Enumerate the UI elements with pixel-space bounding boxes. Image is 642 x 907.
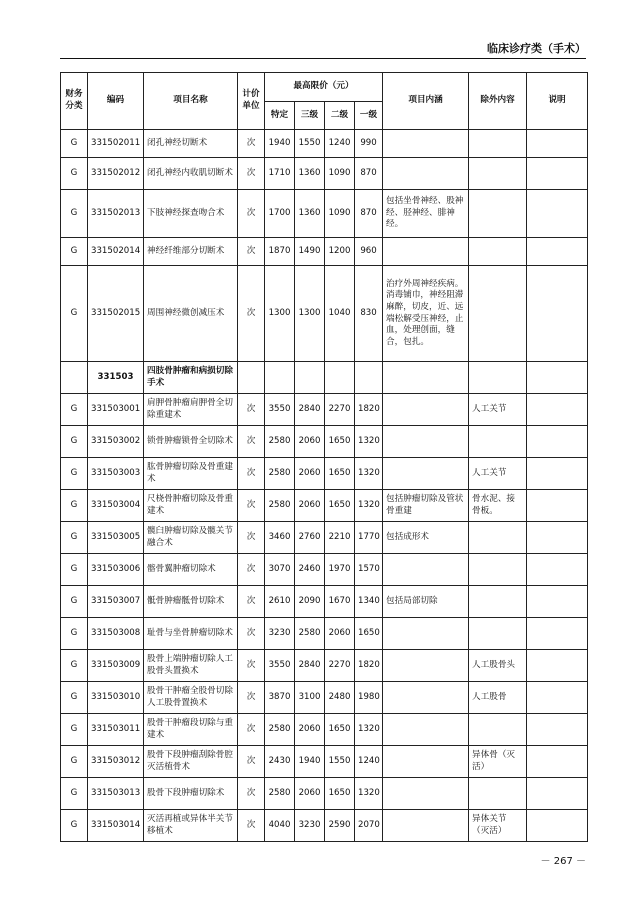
cell-price-special: 1700	[265, 190, 295, 238]
cell-price-level3: 3100	[295, 682, 325, 714]
cell-price-level3: 1300	[295, 266, 325, 362]
cell-code: 331503012	[88, 746, 144, 778]
cell-notes	[527, 130, 588, 158]
header-level3: 三级	[295, 102, 325, 130]
cell-price-special: 2580	[265, 714, 295, 746]
table-row	[61, 714, 588, 746]
table-row	[61, 554, 588, 586]
cell-content: 包括局部切除	[383, 586, 469, 618]
cell-price-special: 2610	[265, 586, 295, 618]
cell-name: 股骨上端肿瘤切除人工股骨头置换术	[144, 650, 238, 682]
cell-price-level3: 2060	[295, 490, 325, 522]
cell-category: G	[61, 426, 88, 458]
cell-content	[383, 714, 469, 746]
cell-price-level3: 2760	[295, 522, 325, 554]
page-number: － 267 －	[540, 856, 586, 867]
cell-name: 闭孔神经切断术	[144, 130, 238, 158]
cell-price-special: 2580	[265, 426, 295, 458]
cell-content	[383, 778, 469, 810]
header-special: 特定	[265, 102, 295, 130]
cell-price-special: 1710	[265, 158, 295, 190]
cell-price-level1: 1650	[355, 618, 383, 650]
cell-notes	[527, 266, 588, 362]
table-row	[61, 190, 588, 238]
cell-price-special: 2580	[265, 490, 295, 522]
cell-unit: 次	[238, 190, 265, 238]
cell-price-level1	[355, 362, 383, 394]
cell-price-level2: 1090	[325, 190, 355, 238]
cell-price-level3: 2840	[295, 650, 325, 682]
cell-notes	[527, 458, 588, 490]
cell-price-level3: 1360	[295, 190, 325, 238]
table-row	[61, 650, 588, 682]
header-excluded: 除外内容	[469, 73, 527, 130]
cell-content	[383, 362, 469, 394]
cell-excluded	[469, 238, 527, 266]
cell-price-level2: 1200	[325, 238, 355, 266]
table-row	[61, 158, 588, 190]
cell-price-level2: 1650	[325, 490, 355, 522]
cell-notes	[527, 682, 588, 714]
cell-excluded	[469, 362, 527, 394]
header-unit: 计价单位	[238, 73, 265, 130]
cell-excluded: 人工股骨头	[469, 650, 527, 682]
cell-price-special: 3460	[265, 522, 295, 554]
cell-price-level2: 1090	[325, 158, 355, 190]
cell-notes	[527, 554, 588, 586]
cell-excluded: 异体关节（灭活）	[469, 810, 527, 842]
cell-notes	[527, 778, 588, 810]
header-content: 项目内涵	[383, 73, 469, 130]
cell-price-level3: 2840	[295, 394, 325, 426]
cell-code: 331503009	[88, 650, 144, 682]
cell-price-level2: 1650	[325, 714, 355, 746]
cell-code: 331503007	[88, 586, 144, 618]
cell-price-level2: 2480	[325, 682, 355, 714]
cell-price-level1: 1770	[355, 522, 383, 554]
cell-price-special: 4040	[265, 810, 295, 842]
cell-price-special: 1300	[265, 266, 295, 362]
cell-unit: 次	[238, 650, 265, 682]
header-max-price: 最高限价（元）	[265, 73, 383, 102]
cell-content	[383, 130, 469, 158]
cell-excluded	[469, 130, 527, 158]
cell-category: G	[61, 618, 88, 650]
cell-content: 包括成形术	[383, 522, 469, 554]
cell-price-special: 3550	[265, 394, 295, 426]
cell-unit: 次	[238, 238, 265, 266]
cell-category: G	[61, 266, 88, 362]
cell-name: 股骨干肿瘤段切除与重建术	[144, 714, 238, 746]
cell-code: 331503001	[88, 394, 144, 426]
cell-code: 331503008	[88, 618, 144, 650]
cell-code: 331503013	[88, 778, 144, 810]
cell-content	[383, 810, 469, 842]
table-row	[61, 266, 588, 362]
cell-code: 331502015	[88, 266, 144, 362]
cell-unit: 次	[238, 682, 265, 714]
cell-content	[383, 426, 469, 458]
cell-price-special: 2580	[265, 458, 295, 490]
cell-content	[383, 238, 469, 266]
cell-price-level3: 2060	[295, 426, 325, 458]
cell-price-level2: 2060	[325, 618, 355, 650]
cell-price-special	[265, 362, 295, 394]
cell-code: 331503010	[88, 682, 144, 714]
cell-price-level1: 1980	[355, 682, 383, 714]
cell-content	[383, 650, 469, 682]
cell-category: G	[61, 190, 88, 238]
cell-price-level3: 3230	[295, 810, 325, 842]
cell-price-level1: 1340	[355, 586, 383, 618]
header-name: 项目名称	[144, 73, 238, 130]
cell-name: 耻骨与坐骨肿瘤切除术	[144, 618, 238, 650]
table-row	[61, 522, 588, 554]
cell-name: 神经纤维部分切断术	[144, 238, 238, 266]
cell-unit: 次	[238, 458, 265, 490]
cell-excluded	[469, 778, 527, 810]
cell-notes	[527, 522, 588, 554]
cell-content: 包括肿瘤切除及管状骨重建	[383, 490, 469, 522]
cell-price-level1: 1820	[355, 394, 383, 426]
cell-content	[383, 746, 469, 778]
cell-code: 331503011	[88, 714, 144, 746]
cell-unit: 次	[238, 586, 265, 618]
cell-price-special: 3230	[265, 618, 295, 650]
cell-unit: 次	[238, 746, 265, 778]
cell-price-special: 1870	[265, 238, 295, 266]
cell-category: G	[61, 554, 88, 586]
cell-price-level2: 1670	[325, 586, 355, 618]
table-row	[61, 458, 588, 490]
cell-code: 331502013	[88, 190, 144, 238]
cell-name: 股骨下段肿瘤切除术	[144, 778, 238, 810]
cell-category: G	[61, 394, 88, 426]
header-code: 编码	[88, 73, 144, 130]
cell-notes	[527, 238, 588, 266]
cell-content	[383, 458, 469, 490]
cell-category: G	[61, 522, 88, 554]
cell-price-level1: 1320	[355, 458, 383, 490]
table-row	[61, 810, 588, 842]
cell-price-level1: 1320	[355, 426, 383, 458]
cell-price-level1: 870	[355, 190, 383, 238]
cell-price-level2: 1240	[325, 130, 355, 158]
cell-content	[383, 554, 469, 586]
cell-price-level2: 2270	[325, 650, 355, 682]
cell-excluded	[469, 618, 527, 650]
cell-notes	[527, 362, 588, 394]
cell-unit: 次	[238, 394, 265, 426]
cell-unit: 次	[238, 490, 265, 522]
price-table	[60, 72, 588, 842]
cell-unit: 次	[238, 810, 265, 842]
cell-notes	[527, 190, 588, 238]
cell-code: 331502011	[88, 130, 144, 158]
cell-price-level1: 960	[355, 238, 383, 266]
header-rule	[60, 58, 586, 59]
header-notes: 说明	[527, 73, 588, 130]
cell-unit: 次	[238, 522, 265, 554]
cell-price-level3: 2580	[295, 618, 325, 650]
cell-content	[383, 158, 469, 190]
cell-excluded: 人工关节	[469, 458, 527, 490]
cell-price-level3: 1940	[295, 746, 325, 778]
cell-notes	[527, 618, 588, 650]
cell-price-level2: 2270	[325, 394, 355, 426]
cell-price-level1: 870	[355, 158, 383, 190]
cell-excluded	[469, 426, 527, 458]
cell-category: G	[61, 714, 88, 746]
cell-excluded	[469, 266, 527, 362]
cell-content: 治疗外周神经疾病。消毒铺巾，神经阻滞麻醉，切皮，近、远端松解受压神经，止血，处理创面，缝合，包扎。	[383, 266, 469, 362]
cell-notes	[527, 650, 588, 682]
cell-content	[383, 618, 469, 650]
cell-name: 四肢骨肿瘤和病损切除手术	[144, 362, 238, 394]
cell-price-special: 3870	[265, 682, 295, 714]
cell-price-level3: 1360	[295, 158, 325, 190]
cell-unit	[238, 362, 265, 394]
cell-name: 锁骨肿瘤锁骨全切除术	[144, 426, 238, 458]
cell-price-level2: 1650	[325, 426, 355, 458]
cell-price-level2: 2210	[325, 522, 355, 554]
cell-unit: 次	[238, 554, 265, 586]
cell-code: 331503	[88, 362, 144, 394]
cell-excluded	[469, 522, 527, 554]
cell-code: 331503006	[88, 554, 144, 586]
cell-notes	[527, 810, 588, 842]
cell-notes	[527, 490, 588, 522]
cell-notes	[527, 586, 588, 618]
cell-category: G	[61, 586, 88, 618]
table-row	[61, 238, 588, 266]
cell-category: G	[61, 682, 88, 714]
cell-excluded	[469, 190, 527, 238]
cell-unit: 次	[238, 778, 265, 810]
cell-price-level3: 1490	[295, 238, 325, 266]
cell-unit: 次	[238, 266, 265, 362]
cell-unit: 次	[238, 714, 265, 746]
cell-notes	[527, 746, 588, 778]
table-row	[61, 746, 588, 778]
cell-price-level2: 1040	[325, 266, 355, 362]
cell-excluded: 异体骨（灭活）	[469, 746, 527, 778]
cell-name: 周围神经微创减压术	[144, 266, 238, 362]
cell-unit: 次	[238, 158, 265, 190]
cell-notes	[527, 158, 588, 190]
cell-price-level3	[295, 362, 325, 394]
cell-code: 331503005	[88, 522, 144, 554]
cell-unit: 次	[238, 426, 265, 458]
cell-excluded: 人工关节	[469, 394, 527, 426]
cell-code: 331503002	[88, 426, 144, 458]
cell-name: 下肢神经探查吻合术	[144, 190, 238, 238]
cell-category: G	[61, 490, 88, 522]
cell-name: 髋臼肿瘤切除及髋关节融合术	[144, 522, 238, 554]
cell-name: 肱骨肿瘤切除及骨重建术	[144, 458, 238, 490]
cell-price-level1: 1570	[355, 554, 383, 586]
cell-name: 股骨干肿瘤全股骨切除人工股骨置换术	[144, 682, 238, 714]
cell-code: 331502014	[88, 238, 144, 266]
cell-name: 尺桡骨肿瘤切除及骨重建术	[144, 490, 238, 522]
cell-name: 骶骨肿瘤骶骨切除术	[144, 586, 238, 618]
cell-excluded: 骨水泥、接骨板。	[469, 490, 527, 522]
cell-category: G	[61, 650, 88, 682]
table-row	[61, 426, 588, 458]
header-category: 财务分类	[61, 73, 88, 130]
cell-price-special: 1940	[265, 130, 295, 158]
table-row	[61, 362, 588, 394]
cell-excluded: 人工股骨	[469, 682, 527, 714]
cell-price-level3: 2460	[295, 554, 325, 586]
cell-category: G	[61, 130, 88, 158]
cell-excluded	[469, 586, 527, 618]
cell-category	[61, 362, 88, 394]
cell-price-level3: 2060	[295, 458, 325, 490]
cell-price-level3: 2060	[295, 714, 325, 746]
table-row	[61, 490, 588, 522]
cell-price-special: 2430	[265, 746, 295, 778]
table-row	[61, 618, 588, 650]
cell-price-level1: 1240	[355, 746, 383, 778]
cell-category: G	[61, 746, 88, 778]
cell-price-level1: 1820	[355, 650, 383, 682]
cell-category: G	[61, 778, 88, 810]
cell-notes	[527, 394, 588, 426]
table-row	[61, 130, 588, 158]
header-level2: 二级	[325, 102, 355, 130]
cell-price-level2: 1650	[325, 458, 355, 490]
cell-name: 肩胛骨肿瘤肩胛骨全切除重建术	[144, 394, 238, 426]
cell-price-level3: 1550	[295, 130, 325, 158]
table-row	[61, 394, 588, 426]
cell-price-level2: 1970	[325, 554, 355, 586]
cell-price-special: 2580	[265, 778, 295, 810]
table-row	[61, 778, 588, 810]
cell-price-level3: 2090	[295, 586, 325, 618]
cell-code: 331503003	[88, 458, 144, 490]
cell-code: 331502012	[88, 158, 144, 190]
cell-category: G	[61, 810, 88, 842]
cell-price-level1: 830	[355, 266, 383, 362]
page-header-title: 临床诊疗类（手术）	[487, 42, 586, 55]
cell-price-level1: 1320	[355, 778, 383, 810]
table-row	[61, 682, 588, 714]
cell-price-level1: 990	[355, 130, 383, 158]
cell-price-level1: 2070	[355, 810, 383, 842]
cell-price-special: 3070	[265, 554, 295, 586]
cell-price-level2: 1650	[325, 778, 355, 810]
cell-price-special: 3550	[265, 650, 295, 682]
table-row	[61, 586, 588, 618]
header-level1: 一级	[355, 102, 383, 130]
cell-excluded	[469, 714, 527, 746]
cell-price-level1: 1320	[355, 490, 383, 522]
cell-category: G	[61, 458, 88, 490]
cell-code: 331503004	[88, 490, 144, 522]
cell-price-level3: 2060	[295, 778, 325, 810]
cell-code: 331503014	[88, 810, 144, 842]
cell-content	[383, 394, 469, 426]
cell-category: G	[61, 158, 88, 190]
cell-unit: 次	[238, 130, 265, 158]
cell-name: 闭孔神经内收肌切断术	[144, 158, 238, 190]
cell-price-level1: 1320	[355, 714, 383, 746]
cell-excluded	[469, 554, 527, 586]
cell-price-level2: 1550	[325, 746, 355, 778]
cell-content	[383, 682, 469, 714]
cell-name: 股骨下段肿瘤刮除骨腔灭活植骨术	[144, 746, 238, 778]
cell-name: 灭活再植或异体半关节移植术	[144, 810, 238, 842]
cell-unit: 次	[238, 618, 265, 650]
cell-content: 包括坐骨神经、股神经、胫神经、腓神经。	[383, 190, 469, 238]
cell-notes	[527, 426, 588, 458]
cell-price-level2: 2590	[325, 810, 355, 842]
cell-excluded	[469, 158, 527, 190]
cell-notes	[527, 714, 588, 746]
cell-name: 髂骨翼肿瘤切除术	[144, 554, 238, 586]
cell-category: G	[61, 238, 88, 266]
cell-price-level2	[325, 362, 355, 394]
